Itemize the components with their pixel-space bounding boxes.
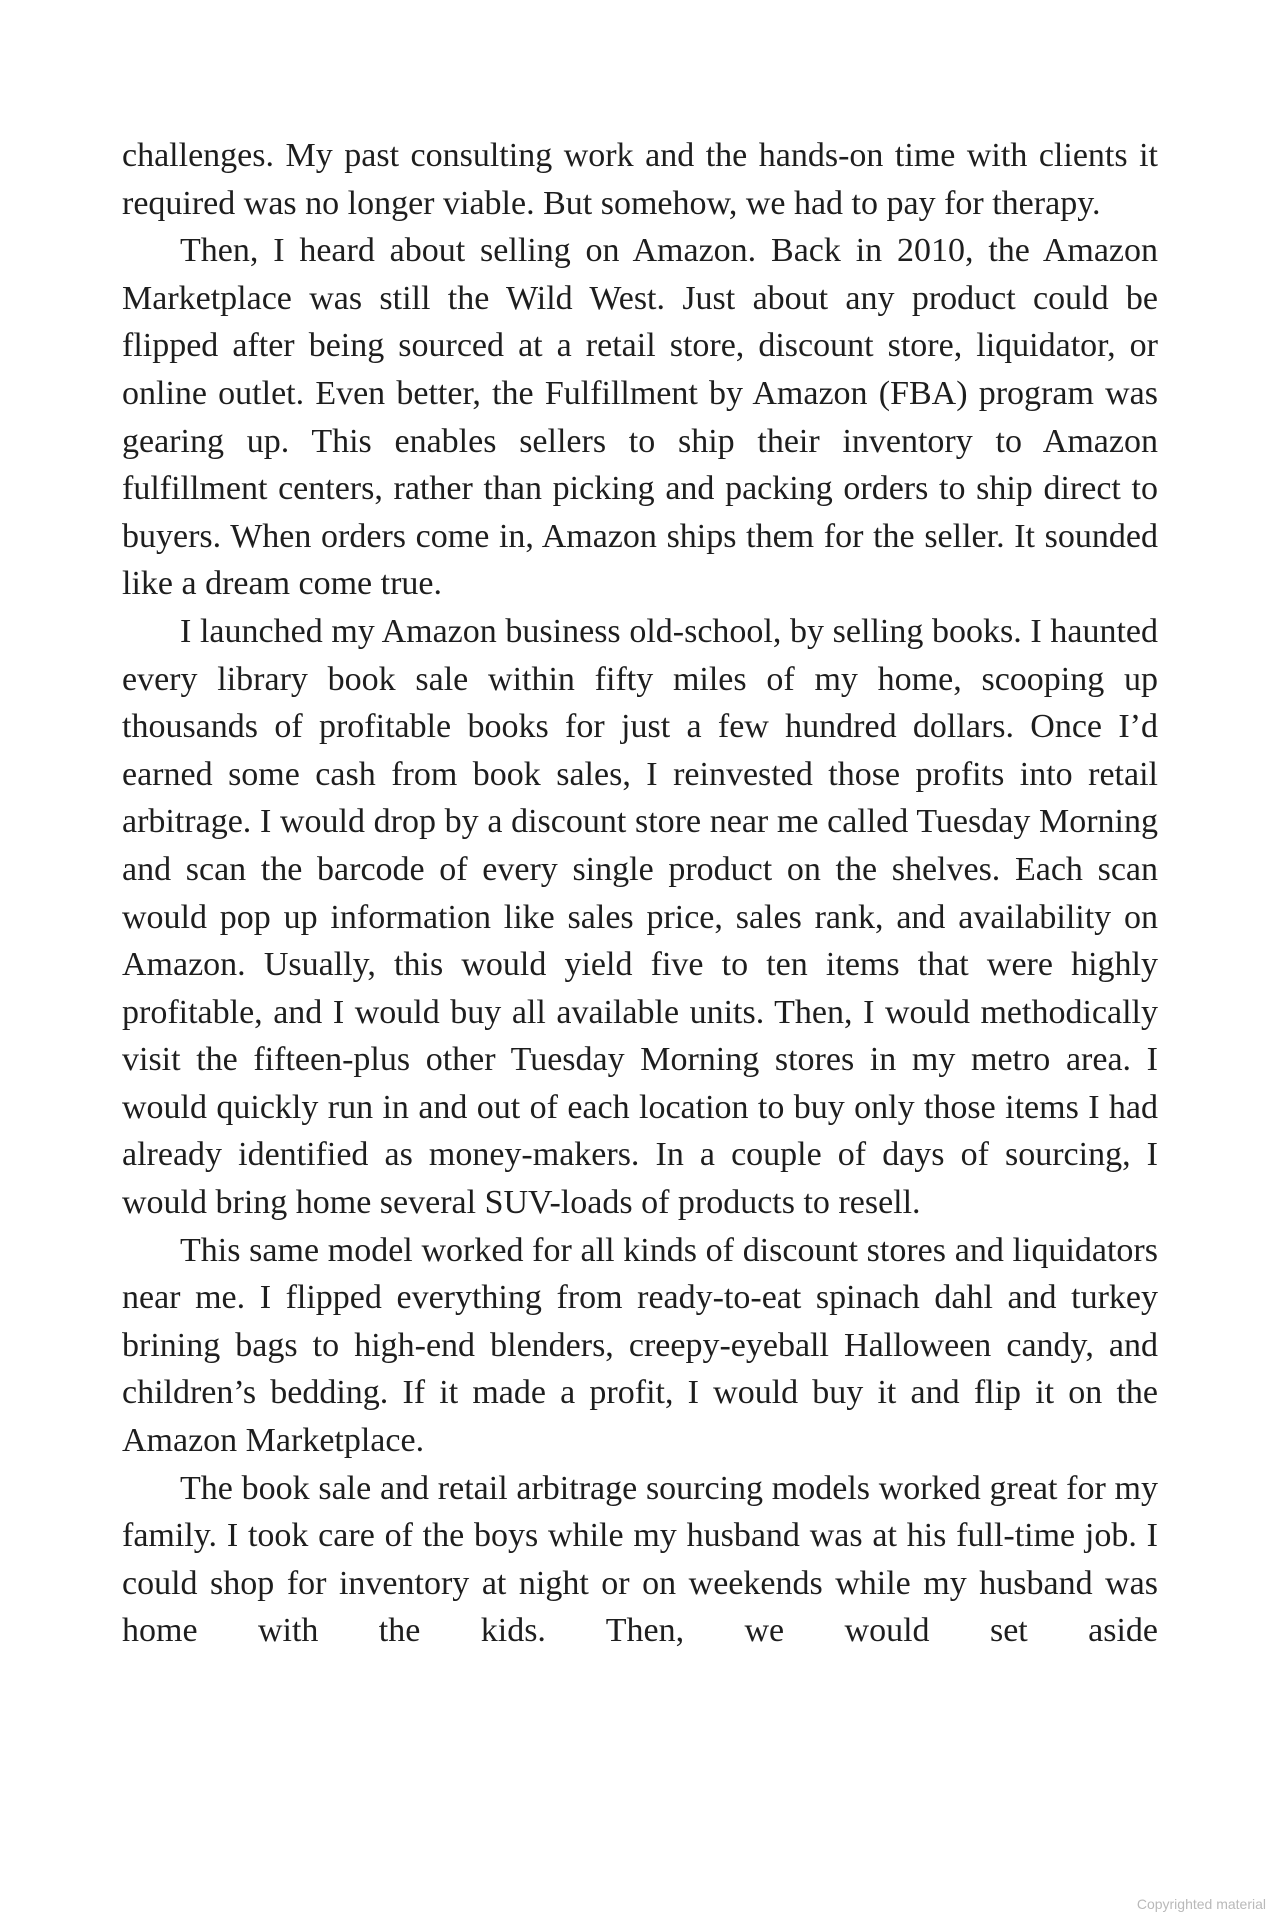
copyright-watermark: Copyrighted material <box>1136 1896 1266 1912</box>
page-body <box>122 132 1158 1655</box>
paragraph-5: The book sale and retail arbitrage sourcing models worked great for my family. I took care of the boys while my husband was at his full-time job. I could shop for inventory at night or on weekends while my husband was home with the kids. Then, we would set aside <box>122 1469 1158 1650</box>
paragraph-2: Then, I heard about selling on Amazon. Back in 2010, the Amazon Marketplace was still the Wild West. Just about any product could be flipped after being sourced at a retail store, discount store, liquidator, or online outlet. Even better, the Fulfillment by Amazon (FBA) program was gearing up. This enables sellers to ship their inventory to Amazon fulfillment centers, rather than picking and packing orders to ship direct to buyers. When orders come in, Amazon ships them for the seller. It sounded like a dream come true. <box>122 232 1158 603</box>
paragraph-4: This same model worked for all kinds of discount stores and liquidators near me. I flipped everything from ready-to-eat spinach dahl and turkey brining bags to high-end blenders, creepy-eyeball Halloween candy, and children’s bedding. If it made a profit, I would buy it and flip it on the Amazon Marketplace. <box>122 1231 1158 1460</box>
paragraph-3: I launched my Amazon business old-school, by selling books. I haunted every library book sale within fifty miles of my home, scooping up thousands of profitable books for just a few hundred dollars. Once I’d earned some cash from book sales, I reinvested those profits into retail arbitrage. I would drop by a discount store near me called Tuesday Morning and scan the barcode of every single product on the shelves. Each scan would pop up information like sales price, sales rank, and availability on Amazon. Usually, this would yield five to ten items that were highly profitable, and I would buy all available units. Then, I would methodically visit the fifteen-plus other Tuesday Morning stores in my metro area. I would quickly run in and out of each location to buy only those items I had already identified as money-makers. In a couple of days of sourcing, I would bring home several SUV-loads of products to resell. <box>122 612 1158 1222</box>
paragraph-1: challenges. My past consulting work and the hands-on time with clients it required was no longer viable. But somehow, we had to pay for therapy. <box>122 137 1158 222</box>
